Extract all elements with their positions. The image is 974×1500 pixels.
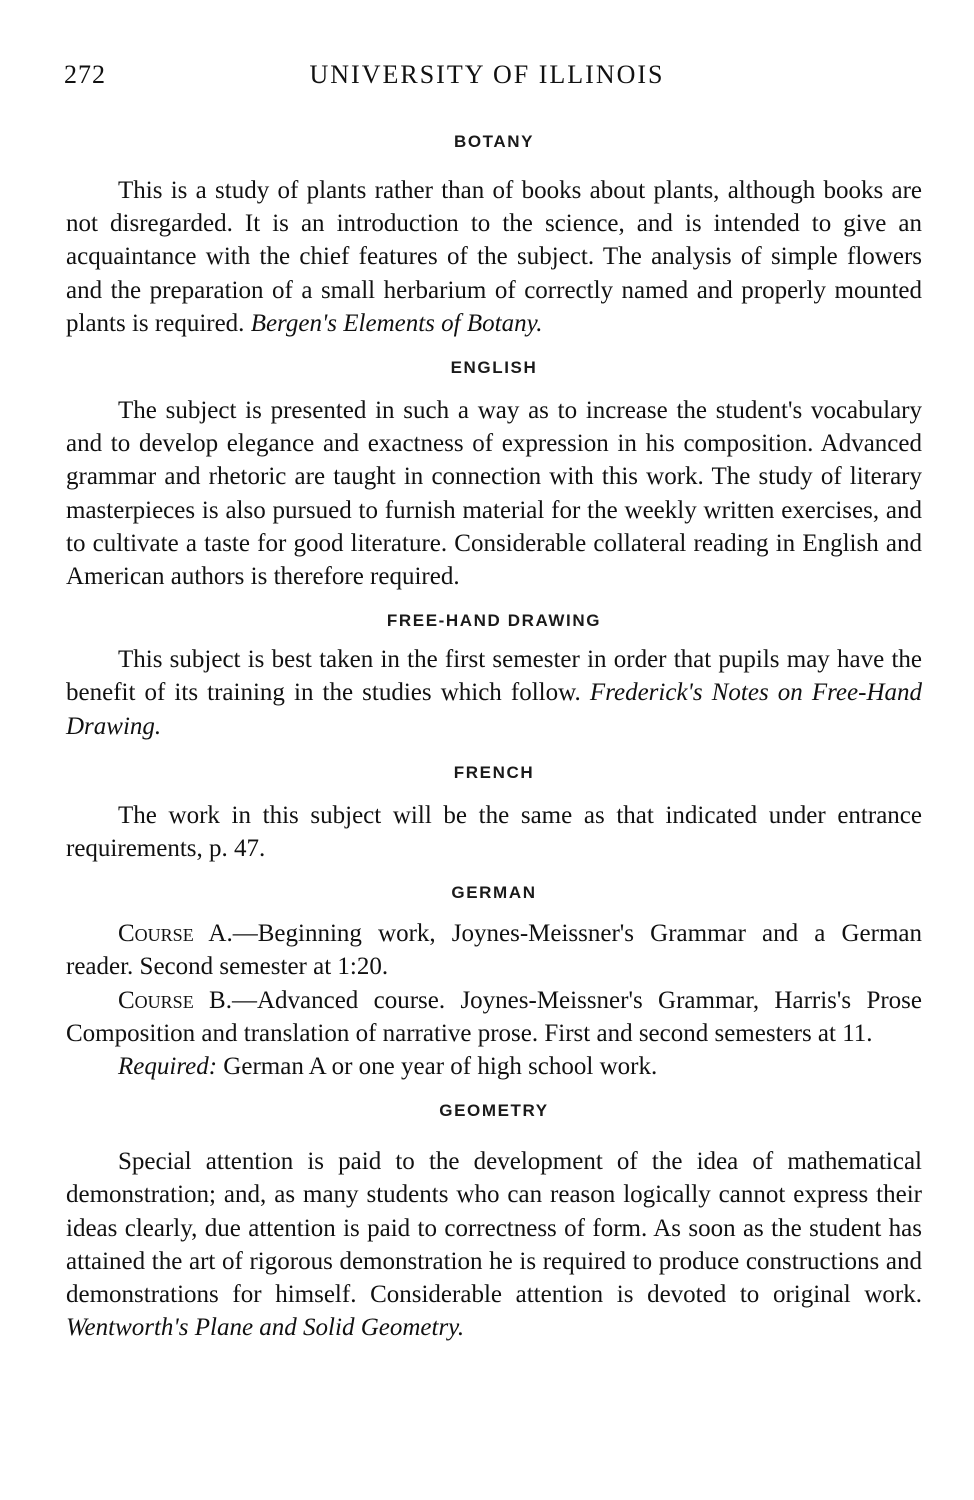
section-heading-french: FRENCH (453, 762, 535, 782)
course-a-text: —Beginning work, Joynes-Meissner's Grammar and a German reader. Second semester at 1:20. (66, 920, 922, 981)
section-heading-english: ENGLISH (450, 358, 538, 378)
section-heading-freehand-drawing: FREE-HAND DRAWING (386, 611, 602, 631)
paragraph-botany (66, 174, 922, 340)
paragraph-german-required (66, 1050, 922, 1083)
paragraph-geometry (66, 1145, 922, 1344)
paragraph-french (66, 799, 922, 865)
section-english (66, 358, 922, 593)
section-german (66, 883, 922, 1083)
section-heading-geometry: GEOMETRY (439, 1101, 549, 1121)
course-b-text: —Advanced course. Joynes-Meissner's Grammar, Harris's Prose Composition and translation of narrative prose. First and second semesters at 11. (66, 986, 923, 1047)
section-heading-botany: BOTANY (453, 132, 535, 151)
english-text: The subject is presented in such a way as to increase the student's vocabulary and to develop elegance and exactness of expression in his composition. Advanced grammar and rhetoric are taught in connection with this work. The study of literary masterpieces is also pursued to furnish material for the weekly written exercises, and to cultivate a taste for good literature. Considerable collateral reading in English and American authors is therefore required. (66, 397, 922, 591)
running-head: UNIVERSITY OF ILLINOIS (309, 60, 665, 89)
paragraph-german-course-a (66, 917, 922, 983)
freehand-text: This subject is best taken in the first semester in order that pupils may have the benefit of its training in the studies which follow. (66, 646, 922, 707)
section-heading-german: GERMAN (451, 883, 537, 903)
course-a-label: Course A. (118, 920, 233, 948)
geometry-text: Special attention is paid to the development of the idea of mathematical demonstration; and, as many students who can reason logically cannot express their ideas clearly, due attention is paid to correctness of form. As soon as the student has attained the art of rigorous demonstration he is required to produce constructions and demonstrations for himself. Considerable attention is devoted to original work. (66, 1148, 922, 1309)
required-text: German A or one year of high school work. (217, 1053, 658, 1081)
paragraph-freehand-drawing (66, 643, 922, 743)
section-geometry (66, 1101, 922, 1344)
french-text: The work in this subject will be the same as that indicated under entrance requirements, p. 47. (66, 801, 922, 863)
geometry-textbook-ref: Wentworth's Plane and Solid Geometry. (66, 1314, 465, 1342)
section-freehand-drawing (66, 611, 922, 743)
paragraph-german-course-b (66, 984, 922, 1050)
botany-textbook-ref: Bergen's Elements of Botany. (250, 309, 543, 337)
botany-text: This is a study of plants rather than of books about plants, although books are not disregarded. It is an introduction to the science, and is intended to give an acquaintance with the chief features of the subject. The analysis of simple flowers and the preparation of a small herbarium of correctly named and properly mounted plants is required. (66, 177, 922, 337)
section-botany (66, 132, 922, 340)
freehand-textbook-ref: Frederick's Notes on Free-Hand Drawing. (66, 679, 923, 740)
paragraph-english (66, 394, 922, 593)
course-b-label: Course B. (118, 986, 232, 1014)
section-french (66, 763, 922, 865)
required-label: Required: (118, 1053, 218, 1081)
page-number: 272 (64, 60, 106, 89)
page-body (66, 132, 922, 1344)
